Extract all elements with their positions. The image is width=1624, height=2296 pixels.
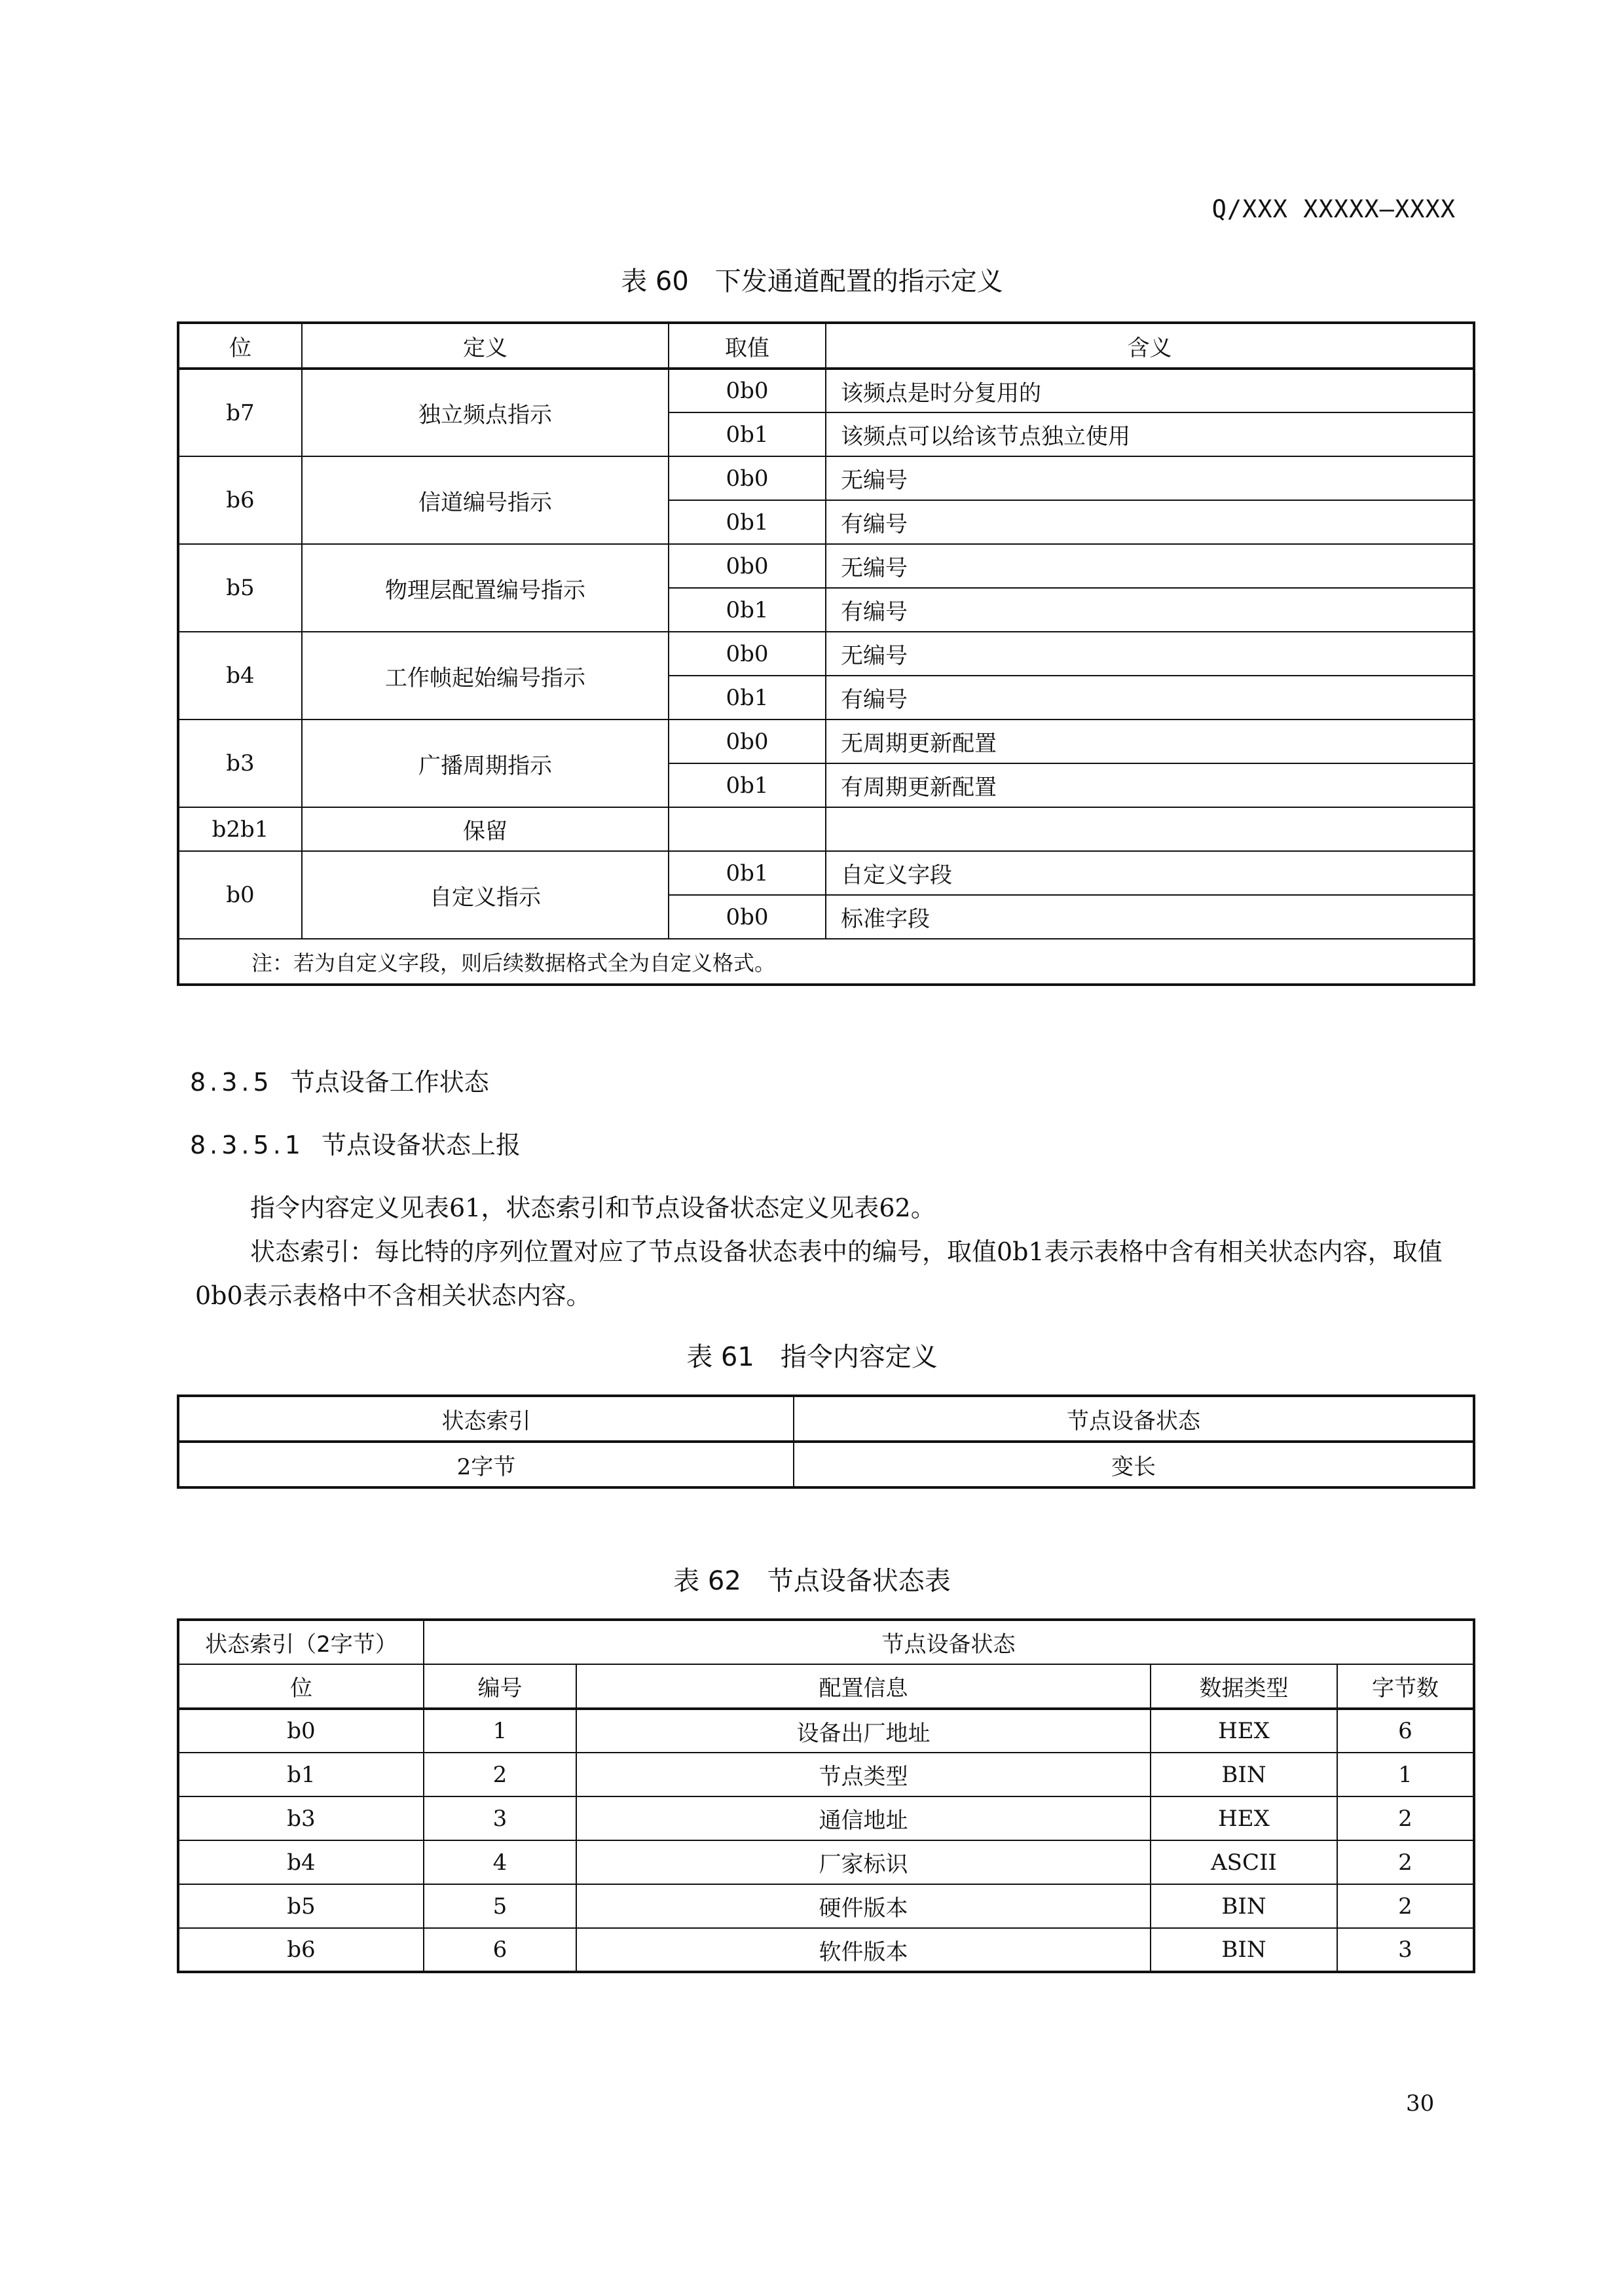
table61-cell-node-status: 变长 — [794, 1442, 1474, 1487]
table60-cell-value: 0b1 — [669, 676, 826, 720]
table60-note: 注：若为自定义字段，则后续数据格式全为自定义格式。 — [178, 939, 1474, 985]
table60-cell-meaning: 有编号 — [826, 676, 1474, 720]
table60-cell-definition: 自定义指示 — [302, 851, 669, 939]
table62-cell-number: 2 — [424, 1753, 576, 1796]
table60-cell-meaning: 无编号 — [826, 456, 1474, 500]
table60-cell-value: 0b1 — [669, 763, 826, 807]
table62-header-byte-count: 字节数 — [1337, 1664, 1474, 1709]
paragraph-status-index: 状态索引：每比特的序列位置对应了节点设备状态表中的编号，取值0b1表示表格中含有相关状态内容，取值0b0表示表格中不含相关状态内容。 — [195, 1237, 1443, 1310]
table62-cell-bit: b3 — [178, 1796, 424, 1840]
table-row — [178, 720, 1474, 763]
section-number: 8.3.5.1 — [190, 1131, 304, 1159]
table60-cell-meaning — [826, 807, 1474, 851]
table62-caption: 表 62 节点设备状态表 — [673, 1566, 951, 1596]
table62-cell-data-type: BIN — [1151, 1884, 1337, 1928]
table60-cell-value: 0b0 — [669, 895, 826, 939]
table60-cell-value: 0b1 — [669, 500, 826, 544]
table60-cell-meaning: 有周期更新配置 — [826, 763, 1474, 807]
table60-cell-definition: 独立频点指示 — [302, 369, 669, 456]
table-row — [178, 632, 1474, 676]
table60-cell-meaning: 标准字段 — [826, 895, 1474, 939]
table60-cell-meaning: 该频点是时分复用的 — [826, 369, 1474, 412]
table60-cell-definition: 信道编号指示 — [302, 456, 669, 544]
table62-cell-number: 4 — [424, 1840, 576, 1884]
table62-cell-number: 5 — [424, 1884, 576, 1928]
table61-header-status-index: 状态索引 — [178, 1396, 794, 1442]
table62-cell-data-type: BIN — [1151, 1928, 1337, 1972]
table61-cell-status-index: 2字节 — [178, 1442, 794, 1487]
table60-cell-bit: b2b1 — [178, 807, 302, 851]
table62-cell-data-type: ASCII — [1151, 1840, 1337, 1884]
table62-cell-data-type: BIN — [1151, 1753, 1337, 1796]
table62-header-number: 编号 — [424, 1664, 576, 1709]
table60-cell-bit: b0 — [178, 851, 302, 939]
table60-cell-definition: 工作帧起始编号指示 — [302, 632, 669, 720]
table60-cell-value: 0b0 — [669, 456, 826, 500]
table-row — [178, 1884, 1474, 1928]
table62-cell-config-info: 软件版本 — [576, 1928, 1151, 1972]
section-8-3-5-heading — [190, 1062, 489, 1098]
table62-cell-bit: b5 — [178, 1884, 424, 1928]
table60-cell-value: 0b0 — [669, 544, 826, 588]
section-number: 8.3.5 — [190, 1068, 273, 1097]
table62-header-bit: 位 — [178, 1664, 424, 1709]
table62-top-header-status-index: 状态索引（2字节） — [178, 1620, 424, 1664]
table60-cell-definition: 广播周期指示 — [302, 720, 669, 807]
table62-cell-byte-count: 2 — [1337, 1796, 1474, 1840]
table62-cell-byte-count: 6 — [1337, 1709, 1474, 1753]
table60-cell-value: 0b1 — [669, 851, 826, 895]
table60-cell-value: 0b1 — [669, 412, 826, 456]
table60-cell-value: 0b0 — [669, 720, 826, 763]
table62-cell-byte-count: 2 — [1337, 1840, 1474, 1884]
table61 — [177, 1394, 1475, 1489]
table62-cell-config-info: 硬件版本 — [576, 1884, 1151, 1928]
table60-cell-bit: b5 — [178, 544, 302, 632]
document-code: Q/XXX XXXXX—XXXX — [1211, 195, 1456, 223]
table62-header-config-info: 配置信息 — [576, 1664, 1151, 1709]
table-row — [178, 1753, 1474, 1796]
section-8-3-5-1-heading — [190, 1125, 521, 1161]
table62-header-data-type: 数据类型 — [1151, 1664, 1337, 1709]
table60-cell-meaning: 有编号 — [826, 500, 1474, 544]
paragraph-intro: 指令内容定义见表61，状态索引和节点设备状态定义见表62。 — [250, 1194, 936, 1222]
table62-cell-config-info: 通信地址 — [576, 1796, 1151, 1840]
table62-cell-bit: b0 — [178, 1709, 424, 1753]
table62-cell-byte-count: 2 — [1337, 1884, 1474, 1928]
table62-cell-number: 6 — [424, 1928, 576, 1972]
table62-cell-number: 1 — [424, 1709, 576, 1753]
table60-cell-value: 0b0 — [669, 369, 826, 412]
table-row — [178, 1796, 1474, 1840]
table61-caption: 表 61 指令内容定义 — [686, 1342, 938, 1372]
table62-cell-bit: b6 — [178, 1928, 424, 1972]
table60-caption: 表 60 下发通道配置的指示定义 — [621, 266, 1003, 297]
table60-cell-meaning: 无周期更新配置 — [826, 720, 1474, 763]
table60-cell-bit: b4 — [178, 632, 302, 720]
table60-header-meaning: 含义 — [826, 323, 1474, 369]
table60-cell-bit: b3 — [178, 720, 302, 807]
table62-cell-number: 3 — [424, 1796, 576, 1840]
table62-cell-data-type: HEX — [1151, 1796, 1337, 1840]
table62-cell-data-type: HEX — [1151, 1709, 1337, 1753]
table62-top-header-node-status: 节点设备状态 — [424, 1620, 1474, 1664]
section-title: 节点设备状态上报 — [321, 1131, 521, 1159]
table60-cell-meaning: 自定义字段 — [826, 851, 1474, 895]
table-row — [178, 456, 1474, 500]
table60-cell-meaning: 有编号 — [826, 588, 1474, 632]
table-row — [178, 1928, 1474, 1972]
table60-cell-value: 0b1 — [669, 588, 826, 632]
table61-header-node-status: 节点设备状态 — [794, 1396, 1474, 1442]
table60-header-value: 取值 — [669, 323, 826, 369]
table60-cell-definition: 物理层配置编号指示 — [302, 544, 669, 632]
table62-cell-byte-count: 3 — [1337, 1928, 1474, 1972]
table60-cell-value: 0b0 — [669, 632, 826, 676]
table62-cell-config-info: 厂家标识 — [576, 1840, 1151, 1884]
table60-header-bit: 位 — [178, 323, 302, 369]
table-row — [178, 544, 1474, 588]
table-row — [178, 1840, 1474, 1884]
table60-cell-meaning: 无编号 — [826, 632, 1474, 676]
section-title: 节点设备工作状态 — [289, 1068, 489, 1097]
table62-cell-config-info: 节点类型 — [576, 1753, 1151, 1796]
table60-cell-bit: b6 — [178, 456, 302, 544]
table62-cell-byte-count: 1 — [1337, 1753, 1474, 1796]
table60-cell-meaning: 无编号 — [826, 544, 1474, 588]
table62-cell-config-info: 设备出厂地址 — [576, 1709, 1151, 1753]
table62-cell-bit: b1 — [178, 1753, 424, 1796]
table60-cell-value — [669, 807, 826, 851]
table60-cell-bit: b7 — [178, 369, 302, 456]
table60-cell-definition: 保留 — [302, 807, 669, 851]
table-row — [178, 1709, 1474, 1753]
table62 — [177, 1618, 1475, 1973]
page-number: 30 — [1406, 2090, 1435, 2117]
table-row — [178, 807, 1474, 851]
table62-cell-bit: b4 — [178, 1840, 424, 1884]
table-row — [178, 369, 1474, 412]
table-row — [178, 851, 1474, 895]
table60 — [177, 321, 1475, 986]
table60-cell-meaning: 该频点可以给该节点独立使用 — [826, 412, 1474, 456]
table60-header-definition: 定义 — [302, 323, 669, 369]
